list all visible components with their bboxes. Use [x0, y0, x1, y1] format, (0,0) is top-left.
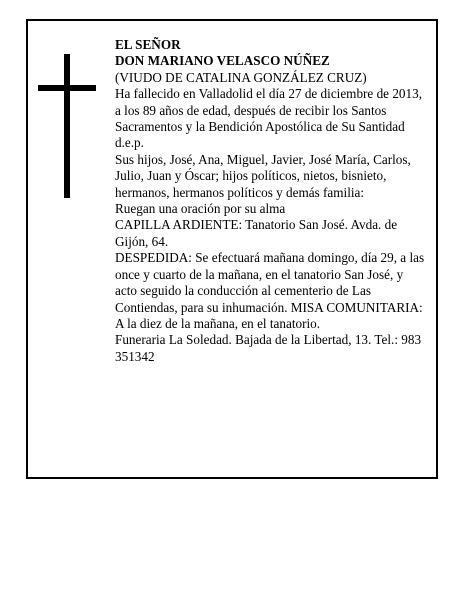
- chapel-info: CAPILLA ARDIENTE: Tanatorio San José. Avda. de Gijón, 64.: [115, 217, 398, 249]
- funeral-home-info: Funeraria La Soledad. Bajada de la Libertad, 13. Tel.: 983 351342: [115, 332, 422, 364]
- prayer-request: Ruegan una oración por su alma: [115, 201, 286, 217]
- deceased-name: DON MARIANO VELASCO NÚÑEZ: [115, 53, 330, 69]
- title-line-1: EL SEÑOR: [115, 37, 181, 52]
- obituary-text: [115, 37, 427, 365]
- cross-icon: [38, 54, 96, 198]
- widower-line: (VIUDO DE CATALINA GONZÁLEZ CRUZ): [115, 69, 367, 85]
- death-statement: Ha fallecido en Valladolid el día 27 de diciembre de 2013, a los 89 años de edad, después de recibir los Santos Sacramentos y la Bendición Apostólica de Su Santidad: [115, 86, 422, 135]
- family-line: Sus hijos, José, Ana, Miguel, Javier, José María, Carlos, Julio, Juan y Óscar; hijos políticos, nietos, bisnieto, hermanos, hermanos políticos y demás familia:: [115, 151, 411, 200]
- cross-vertical-bar: [64, 54, 70, 198]
- cross-horizontal-bar: [38, 85, 96, 91]
- rip-line: d.e.p.: [115, 135, 144, 151]
- farewell-info: DESPEDIDA: Se efectuará mañana domingo, día 29, a las once y cuarto de la mañana, en el tanatorio San José, y acto seguido la conducción al cementerio de Las Contiendas, para su inhumación. MISA COMUNITARIA: A la diez de la mañana, en el tanatorio.: [115, 250, 425, 331]
